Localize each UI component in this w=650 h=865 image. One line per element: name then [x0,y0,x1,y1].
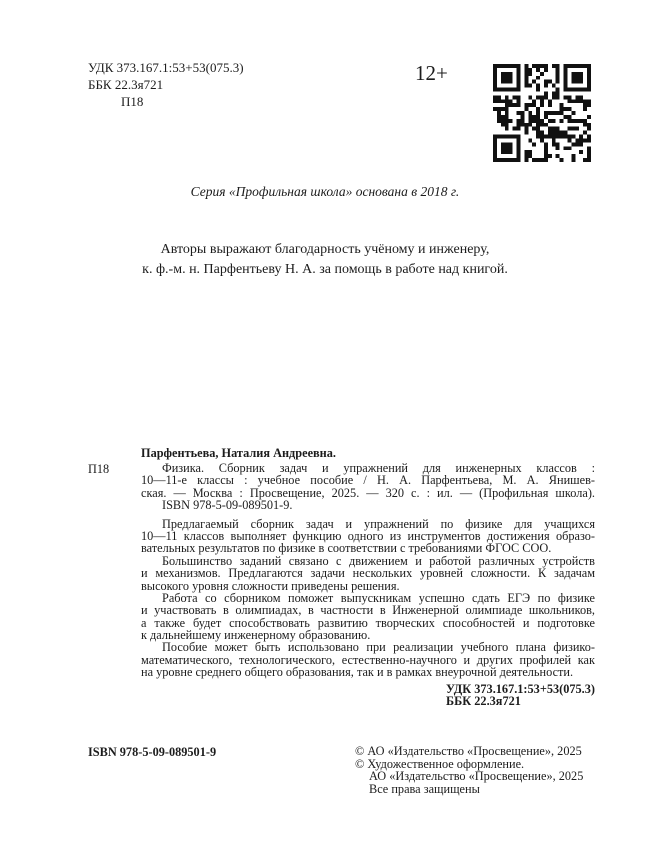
entry-isbn: ISBN 978-5-09-089501-9. [162,498,293,513]
annotation-line: и механизмов. Предлагаются задачи нескольких уровней сложности. К задачам [141,566,595,581]
annotation-line: а также будет способствовать развитию творческих способностей и подготовке [141,615,595,630]
acknowledgement-line: Авторы выражают благодарность учёному и инженеру, [160,242,490,257]
entry-line: Физика. Сборник задач и упражнений для инженерных классов : [162,461,595,475]
catalog-code: П18 [88,462,110,476]
annotation-line: 10—11 классов выполняет функцию одного из инструментов достижения образо- [141,528,595,543]
entry-line: 10—11-е классы : учебное пособие / Н. А. Парфентьева, М. А. Янишев- [141,473,595,488]
copyright-block [355,745,583,795]
annotation-line: на уровне среднего общего образования, так и в рамках внеурочной деятельности. [141,665,574,680]
bbk-code: ББК 22.3я721 [88,77,164,92]
copyright-line: © АО «Издательство «Просвещение», 2025 [355,744,582,758]
bbk-code: ББК 22.3я721 [446,694,521,709]
header-codes [88,59,244,110]
copyright-line: Все права защищены [369,781,480,796]
udk-code: УДК 373.167.1:53+53(075.3) [88,60,244,75]
copyright-line: АО «Издательство «Просвещение», 2025 [369,769,584,784]
annotation-line: Большинство заданий связано с движением и работой различных устройств [162,553,595,568]
age-rating: 12+ [415,61,448,85]
acknowledgement [0,240,650,280]
acknowledgement-line: к. ф.-м. н. Парфентьеву Н. А. за помощь в работе над книгой. [142,262,508,277]
annotation-line: высокого уровня сложности приведены решения. [141,578,400,593]
udk-code: УДК 373.167.1:53+53(075.3) [446,682,595,696]
author-code: П18 [121,94,144,109]
annotation-line: Работа со сборником поможет выпускникам успешно сдать ЕГЭ по физике [162,590,595,605]
annotation-line: Предлагаемый сборник задач и упражнений по физике для учащихся [162,516,595,531]
annotation-line: математического, технологического, естественно-научного и других профилей как [141,652,595,667]
catalog-author: Парфентьева, Наталия Андреевна. [141,446,336,460]
series-note: Серия «Профильная школа» основана в 2018 г. [190,184,460,199]
catalog-codes [446,683,595,708]
annotation-line: и участвовать в олимпиадах, в частности в Инженерной олимпиаде школьников, [141,603,595,618]
copyright-line: © Художественное оформление. [355,756,525,771]
entry-line: ская. — Москва : Просвещение, 2025. — 320 с. : ил. — (Профильная школа). [141,485,595,500]
annotation-line: к дальнейшему инженерному образованию. [141,628,371,643]
qr-code-icon [493,64,591,162]
annotation-line: Пособие может быть использовано при реализации учебного плана физико- [162,640,595,655]
annotation-line: вательных результатов по физике в соответствии с требованиями ФГОС СОО. [141,541,552,556]
catalog-entry [141,447,595,679]
isbn: ISBN 978-5-09-089501-9 [88,745,217,759]
